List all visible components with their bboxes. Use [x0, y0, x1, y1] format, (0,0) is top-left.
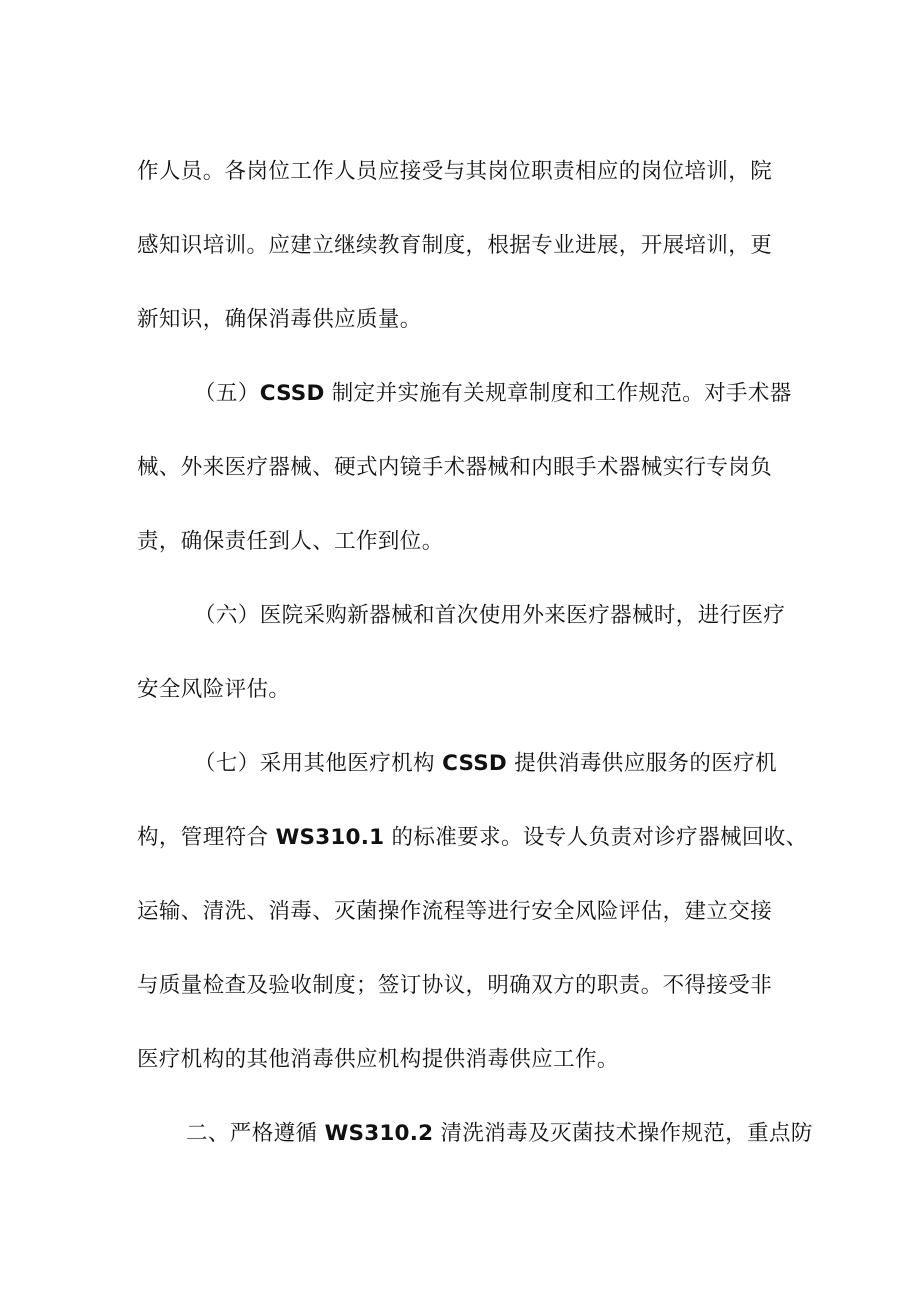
text-segment: 构，管理符合 — [137, 825, 276, 850]
paragraph-line — [0, 1114, 920, 1154]
text-segment: 的标准要求。设专人负责对诊疗器械回收、 — [384, 825, 808, 850]
text-segment: 提供消毒供应服务的医疗机 — [506, 751, 778, 776]
text-segment: 安全风险评估。 — [137, 677, 291, 702]
paragraph-line — [0, 226, 920, 266]
text-segment: 新知识，确保消毒供应质量。 — [137, 307, 422, 332]
code-term: WS310.2 — [324, 1121, 434, 1146]
text-segment: 运输、清洗、消毒、灭菌操作流程等进行安全风险评估，建立交接 — [137, 899, 773, 924]
text-segment: 清洗消毒及灭菌技术操作规范，重点防 — [433, 1121, 813, 1146]
paragraph-line — [0, 744, 920, 784]
text-segment: 作人员。各岗位工作人员应接受与其岗位职责相应的岗位培训，院 — [137, 159, 773, 184]
paragraph-line — [0, 1040, 920, 1080]
text-segment: （七）采用其他医疗机构 — [194, 751, 443, 776]
paragraph-line — [0, 522, 920, 562]
paragraph-line — [0, 152, 920, 192]
paragraph-line — [0, 374, 920, 414]
text-segment: 感知识培训。应建立继续教育制度，根据专业进展，开展培训，更 — [137, 233, 773, 258]
paragraph-line — [0, 892, 920, 932]
text-segment: 二、严格遵循 — [186, 1121, 325, 1146]
code-term: CSSD — [442, 751, 507, 776]
code-term: CSSD — [259, 381, 325, 406]
text-segment: 与质量检查及验收制度；签订协议，明确双方的职责。不得接受非 — [137, 973, 773, 998]
text-segment: 制定并实施有关规章制度和工作规范。对手术器 — [324, 381, 792, 406]
paragraph-line — [0, 448, 920, 488]
paragraph-line — [0, 818, 920, 858]
paragraph-line — [0, 300, 920, 340]
paragraph-line — [0, 670, 920, 710]
code-term: WS310.1 — [275, 825, 385, 850]
paragraph-line — [0, 596, 920, 636]
text-segment: （六）医院采购新器械和首次使用外来医疗器械时，进行医疗 — [194, 603, 786, 628]
paragraph-line — [0, 966, 920, 1006]
text-segment: 医疗机构的其他消毒供应机构提供消毒供应工作。 — [137, 1047, 619, 1072]
text-segment: 责，确保责任到人、工作到位。 — [137, 529, 444, 554]
text-segment: 械、外来医疗器械、硬式内镜手术器械和内眼手术器械实行专岗负 — [137, 455, 773, 480]
text-segment: （五） — [194, 381, 260, 406]
